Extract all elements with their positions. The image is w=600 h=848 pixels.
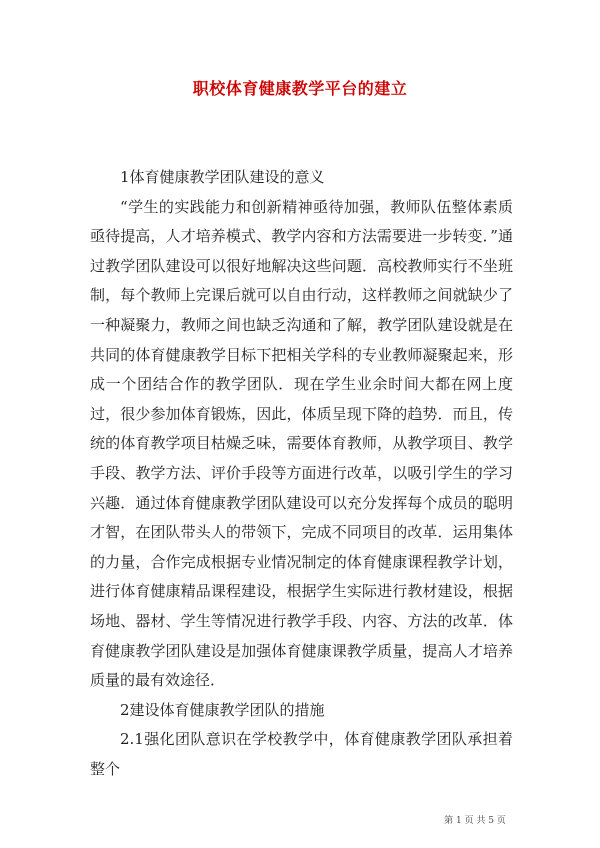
document-title: 职校体育健康教学平台的建立 [192, 79, 408, 98]
document-body [90, 163, 513, 784]
paragraph-1: “学生的实践能力和创新精神亟待加强，教师队伍整体素质亟待提高，人才培养模式、教学内容和方法需要进一步转变．”通过教学团队建设可以很好地解决这些问题．高校教师实行不坐班制，每个教师上完课后就可以自由行动，这样教师之间就缺少了一种凝聚力，教师之间也缺乏沟通和了解，教学团队建设就是在共同的体育健康教学目标下把相关学科的专业教师凝聚起来，形成一个团结合作的教学团队．现在学生业余时间大都在网上度过，很少参加体育锻炼，因此，体质呈现下降的趋势．而且，传统的体育教学项目枯燥乏味，需要体育教师，从教学项目、教学手段、教学方法、评价手段等方面进行改革，以吸引学生的学习兴趣．通过体育健康教学团队建设可以充分发挥每个成员的聪明才智，在团队带头人的带领下，完成不同项目的改革．运用集体的力量，合作完成根据专业情况制定的体育健康课程教学计划，进行体育健康精品课程建设，根据学生实际进行教材建设，根据场地、器材、学生等情况进行教学手段、内容、方法的改革．体育健康教学团队建设是加强体育健康课教学质量，提高人才培养质量的最有效途径． [90, 197, 513, 690]
page-number-footer: 第 1 页 共 5 页 [444, 816, 506, 826]
paragraph-2: 2.1强化团队意识在学校教学中，体育健康教学团队承担着整个 [90, 730, 513, 778]
section-heading-1: 1体育健康教学团队建设的意义 [120, 168, 325, 186]
section-heading-2: 2建设体育健康教学团队的措施 [120, 700, 325, 719]
